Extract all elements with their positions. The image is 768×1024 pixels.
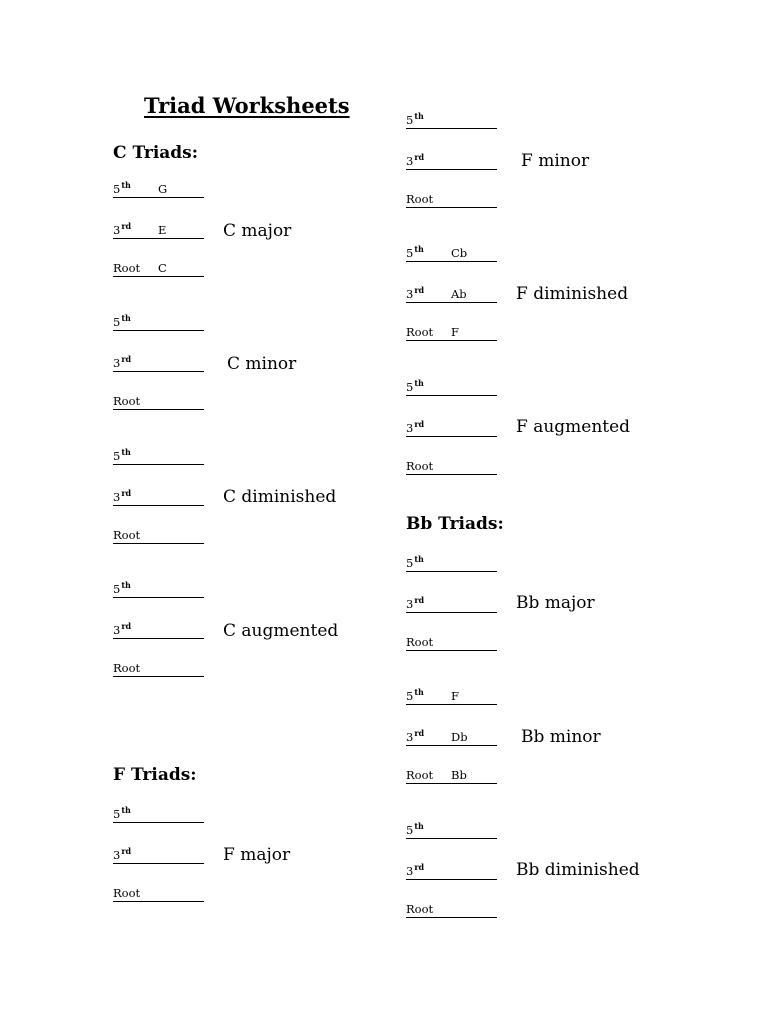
fifth-label: 5 [406, 380, 414, 394]
section-heading-f: F Triads: [113, 765, 197, 785]
root-label: Root [406, 325, 434, 339]
third-label-superscript: rd [121, 846, 132, 856]
third-label-wrap [406, 149, 424, 169]
answer-line-root-bb-0 [406, 634, 497, 651]
third-label-wrap [406, 725, 424, 745]
root-label: Root [406, 768, 434, 782]
fifth-label-superscript: th [121, 447, 131, 457]
third-label: 3 [113, 848, 121, 862]
fifth-label: 5 [113, 182, 121, 196]
third-label-wrap [406, 416, 424, 436]
third-label-superscript: rd [121, 621, 132, 631]
answer-line-root-bb-1 [406, 767, 497, 784]
root-value: Bb [451, 768, 467, 782]
fifth-label-superscript: th [414, 687, 424, 697]
fifth-label: 5 [406, 823, 414, 837]
answer-line-root-f-2 [406, 324, 497, 341]
third-label: 3 [113, 490, 121, 504]
answer-line-fifth-f-2 [406, 245, 497, 262]
answer-line-root-f-1 [406, 191, 497, 208]
answer-line-third-f-1 [406, 153, 497, 170]
third-label-wrap [406, 859, 424, 879]
triad-name-f-1: F minor [521, 151, 590, 171]
answer-line-root-c-2 [113, 527, 204, 544]
triad-name-c-0: C major [223, 221, 292, 241]
third-value: Ab [451, 287, 467, 301]
triad-name-bb-0: Bb major [516, 593, 595, 613]
fifth-label-wrap [406, 108, 424, 128]
fifth-label-superscript: th [121, 805, 131, 815]
fifth-label-superscript: th [121, 313, 131, 323]
answer-line-third-bb-2 [406, 863, 497, 880]
root-label: Root [113, 528, 141, 542]
third-label-superscript: rd [414, 419, 425, 429]
fifth-label-superscript: th [121, 180, 131, 190]
triad-name-c-3: C augmented [223, 621, 339, 641]
third-label: 3 [406, 730, 414, 744]
answer-line-third-c-2 [113, 489, 204, 506]
root-label: Root [406, 192, 434, 206]
third-label: 3 [406, 421, 414, 435]
triad-name-bb-1: Bb minor [521, 727, 601, 747]
fifth-label: 5 [406, 689, 414, 703]
root-label: Root [113, 261, 141, 275]
fifth-label-superscript: th [414, 554, 424, 564]
fifth-label-wrap [113, 802, 131, 822]
answer-line-third-f-3 [406, 420, 497, 437]
fifth-label: 5 [113, 807, 121, 821]
answer-line-third-c-0 [113, 222, 204, 239]
answer-line-root-f-0 [113, 885, 204, 902]
root-label: Root [406, 635, 434, 649]
third-label-wrap [406, 282, 424, 302]
answer-line-fifth-f-3 [406, 379, 497, 396]
answer-line-third-f-0 [113, 847, 204, 864]
root-label: Root [406, 902, 434, 916]
section-heading-c: C Triads: [113, 143, 199, 163]
third-value: E [158, 223, 167, 237]
answer-line-root-c-1 [113, 393, 204, 410]
triad-name-f-3: F augmented [516, 417, 631, 437]
fifth-label-wrap [113, 177, 131, 197]
third-label-wrap [113, 485, 131, 505]
fifth-label-wrap [406, 684, 424, 704]
third-label-wrap [113, 351, 131, 371]
root-label: Root [113, 394, 141, 408]
answer-line-third-f-2 [406, 286, 497, 303]
root-label: Root [113, 886, 141, 900]
answer-line-fifth-bb-2 [406, 822, 497, 839]
answer-line-root-c-3 [113, 660, 204, 677]
third-label-superscript: rd [121, 488, 132, 498]
fifth-label-superscript: th [121, 580, 131, 590]
fifth-label-superscript: th [414, 821, 424, 831]
third-label-superscript: rd [414, 285, 425, 295]
fifth-value: G [158, 182, 168, 196]
third-label-wrap [113, 618, 131, 638]
fifth-value: Cb [451, 246, 468, 260]
triad-name-f-2: F diminished [516, 284, 629, 304]
fifth-label-wrap [406, 375, 424, 395]
answer-line-fifth-bb-0 [406, 555, 497, 572]
answer-line-fifth-c-2 [113, 448, 204, 465]
page-title: Triad Worksheets [144, 93, 350, 118]
third-label-superscript: rd [121, 221, 132, 231]
fifth-label-superscript: th [414, 378, 424, 388]
fifth-label: 5 [406, 556, 414, 570]
answer-line-root-c-0 [113, 260, 204, 277]
fifth-label-wrap [113, 444, 131, 464]
root-label: Root [406, 459, 434, 473]
answer-line-fifth-c-0 [113, 181, 204, 198]
fifth-label-wrap [406, 551, 424, 571]
third-label-wrap [406, 592, 424, 612]
third-label-superscript: rd [414, 152, 425, 162]
section-heading-bb: Bb Triads: [406, 514, 504, 534]
triad-name-f-0: F major [223, 845, 291, 865]
answer-line-fifth-c-1 [113, 314, 204, 331]
fifth-label: 5 [113, 582, 121, 596]
third-label: 3 [406, 864, 414, 878]
answer-line-third-c-1 [113, 355, 204, 372]
third-label-wrap [113, 843, 131, 863]
answer-line-third-c-3 [113, 622, 204, 639]
fifth-label: 5 [113, 449, 121, 463]
third-label-superscript: rd [414, 728, 425, 738]
third-label: 3 [406, 597, 414, 611]
fifth-value: F [451, 689, 459, 703]
fifth-label-wrap [406, 241, 424, 261]
third-label-wrap [113, 218, 131, 238]
triad-name-c-2: C diminished [223, 487, 337, 507]
third-label: 3 [406, 287, 414, 301]
answer-line-fifth-f-0 [113, 806, 204, 823]
answer-line-fifth-f-1 [406, 112, 497, 129]
third-value: Db [451, 730, 468, 744]
root-label: Root [113, 661, 141, 675]
fifth-label: 5 [113, 315, 121, 329]
answer-line-root-bb-2 [406, 901, 497, 918]
third-label: 3 [113, 223, 121, 237]
fifth-label-superscript: th [414, 111, 424, 121]
third-label: 3 [113, 623, 121, 637]
fifth-label: 5 [406, 246, 414, 260]
answer-line-fifth-bb-1 [406, 688, 497, 705]
fifth-label-wrap [406, 818, 424, 838]
triad-name-bb-2: Bb diminished [516, 860, 640, 880]
answer-line-third-bb-1 [406, 729, 497, 746]
root-value: C [158, 261, 167, 275]
fifth-label-superscript: th [414, 244, 424, 254]
answer-line-root-f-3 [406, 458, 497, 475]
third-label: 3 [406, 154, 414, 168]
fifth-label: 5 [406, 113, 414, 127]
triad-name-c-1: C minor [227, 354, 297, 374]
root-value: F [451, 325, 459, 339]
third-label-superscript: rd [414, 595, 425, 605]
third-label: 3 [113, 356, 121, 370]
third-label-superscript: rd [121, 354, 132, 364]
answer-line-fifth-c-3 [113, 581, 204, 598]
fifth-label-wrap [113, 577, 131, 597]
answer-line-third-bb-0 [406, 596, 497, 613]
third-label-superscript: rd [414, 862, 425, 872]
fifth-label-wrap [113, 310, 131, 330]
